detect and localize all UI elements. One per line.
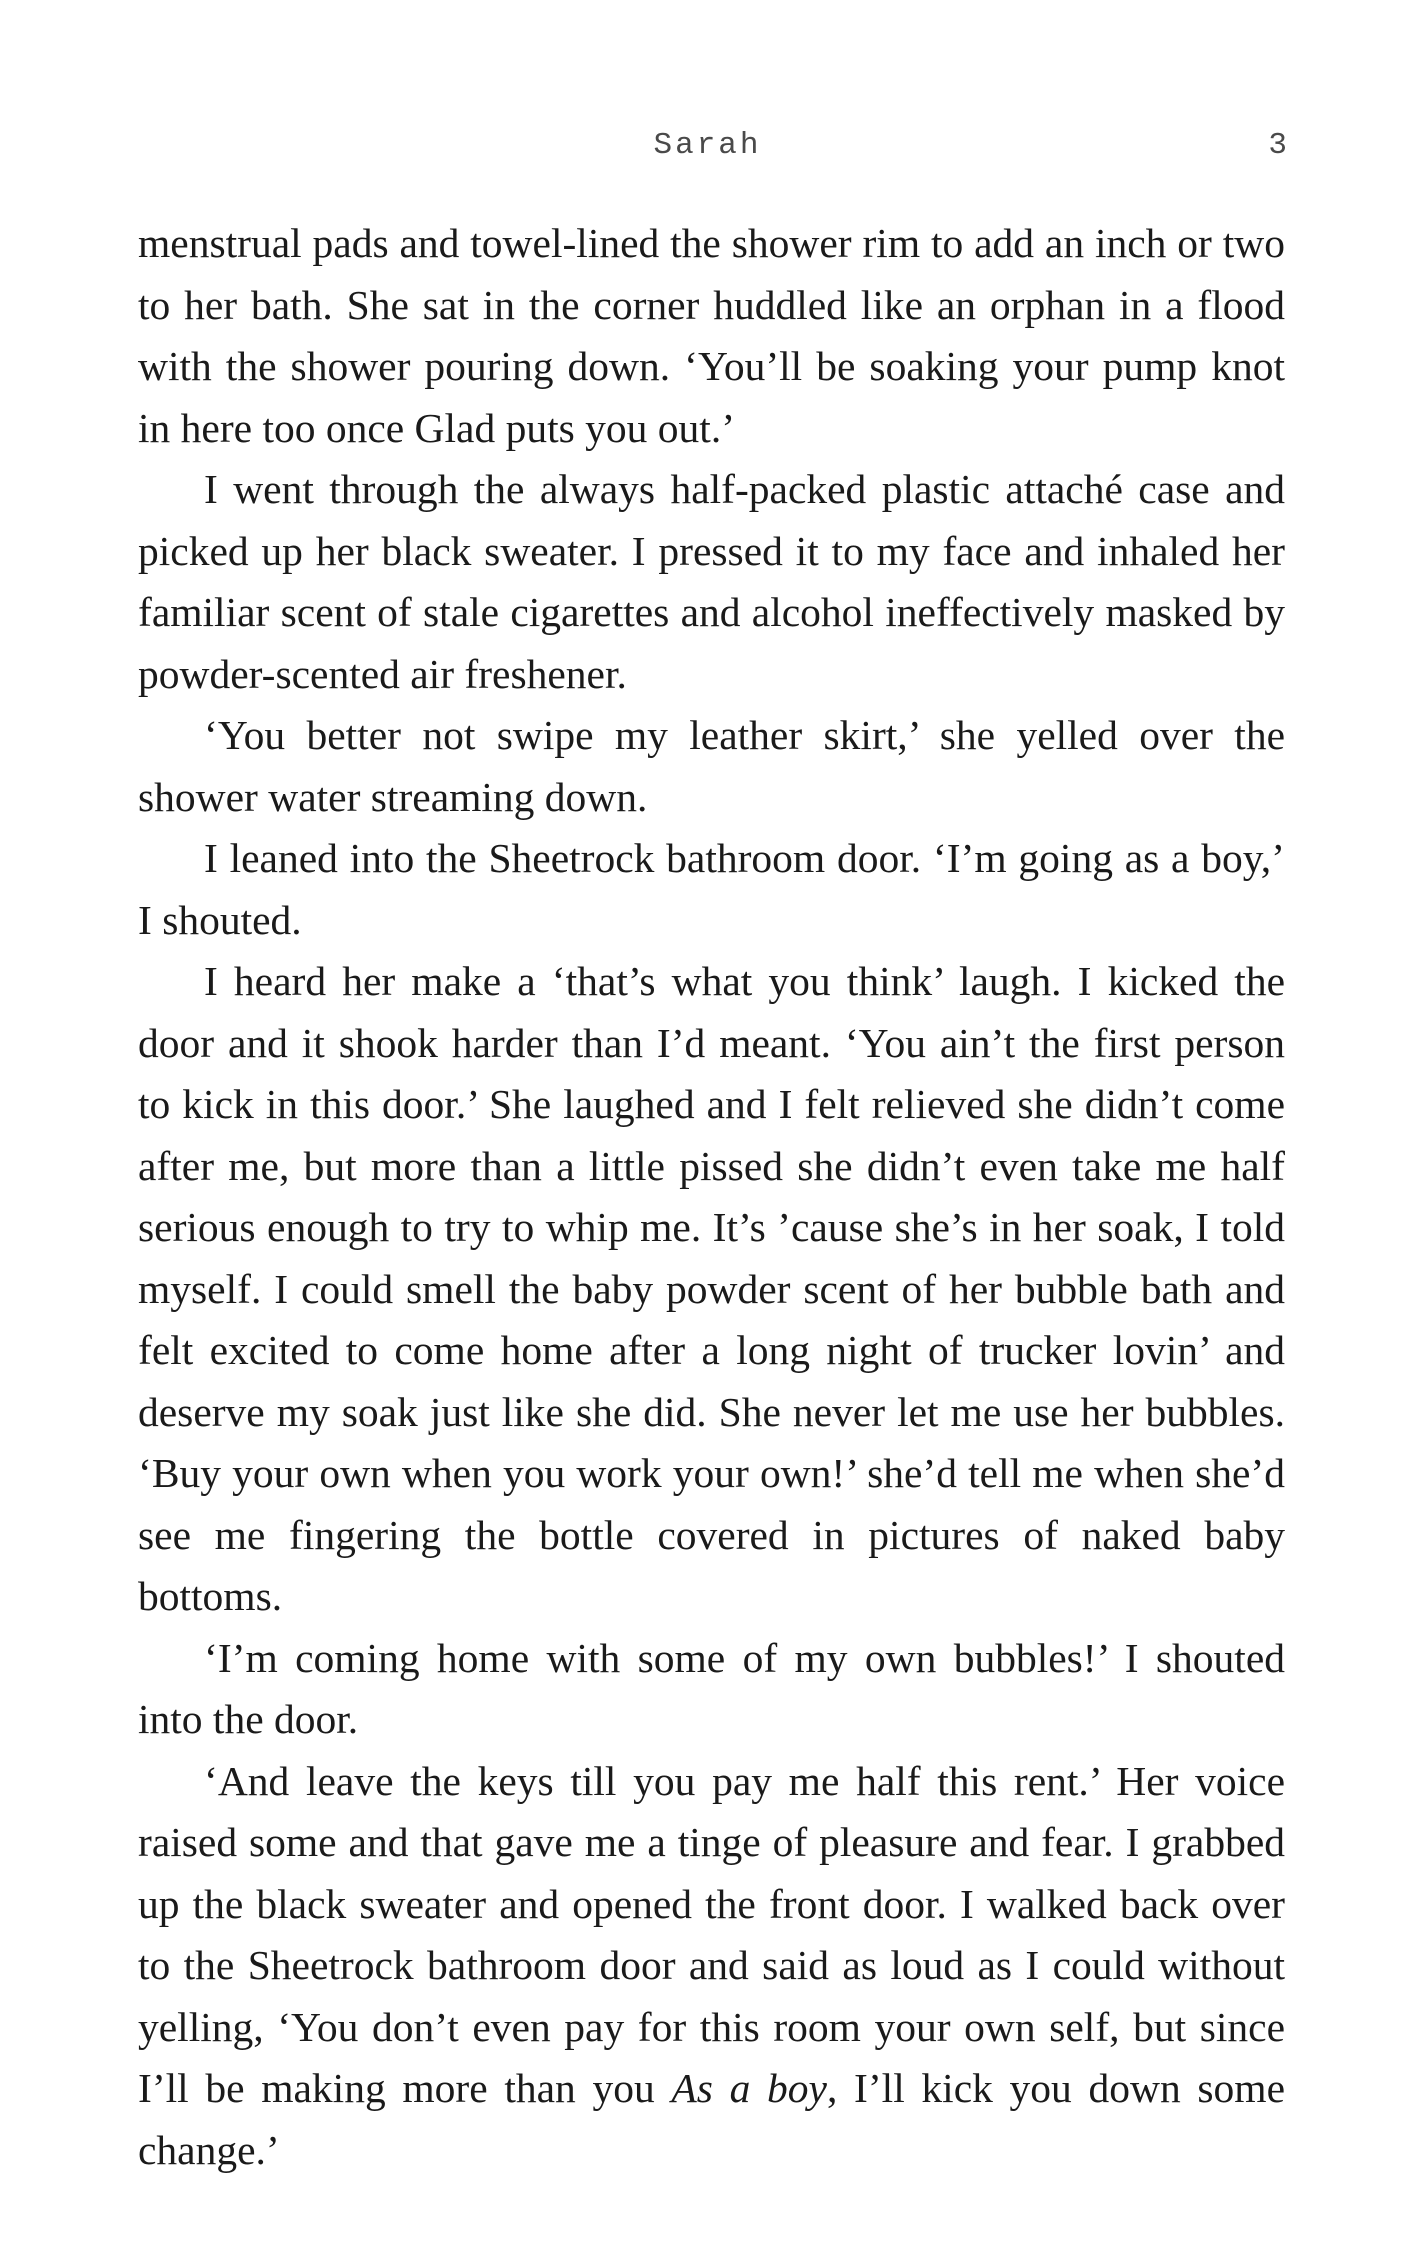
paragraph-7 <box>138 1751 1285 2182</box>
paragraph-7-text-a: ‘And leave the keys till you pay me half this rent.’ Her voice raised some and that gave me a tinge of pleasure and fear. I grabbed up the black sweater and opened the front door. I walked back over to the Sheetrock bathroom door and said as loud as I could without yelling, ‘You don’t even pay for this room your own self, but since I’ll be making more than you <box>138 1757 1285 2111</box>
running-head <box>0 128 1415 168</box>
paragraph-6: ‘I’m coming home with some of my own bubbles!’ I shouted into the door. <box>138 1634 1285 1742</box>
body-text <box>138 213 1285 2181</box>
paragraph-1: menstrual pads and towel-lined the shower rim to add an inch or two to her bath. She sat in the corner huddled like an orphan in a flood with the shower pouring down. ‘You’ll be soaking your pump knot in here too once Glad puts you out.’ <box>138 220 1285 451</box>
italic-phrase: As a boy <box>671 2065 827 2111</box>
paragraph-2: I went through the always half-packed plastic attaché case and picked up her black sweater. I pressed it to my face and inhaled her familiar scent of stale cigarettes and alcohol ineffectively masked by powder-scented air freshener. <box>138 466 1285 697</box>
running-title: Sarah <box>653 128 762 163</box>
paragraph-4: I leaned into the Sheetrock bathroom door. ‘I’m going as a boy,’ I shouted. <box>138 835 1285 943</box>
paragraph-3: ‘You better not swipe my leather skirt,’ she yelled over the shower water streaming down. <box>138 712 1285 820</box>
page-number: 3 <box>1268 128 1287 163</box>
paragraph-7-text-b: , I’ll kick you down some change.’ <box>138 2065 1285 2173</box>
paragraph-5: I heard her make a ‘that’s what you think’ laugh. I kicked the door and it shook harder than I’d meant. ‘You ain’t the first person to kick in this door.’ She laughed and I felt relieved she didn’t come after me, but more than a little pissed she didn’t even take me half serious enough to try to whip me. It’s ’cause she’s in her soak, I told myself. I could smell the baby powder scent of her bubble bath and felt excited to come home after a long night of trucker lovin’ and deserve my soak just like she did. She never let me use her bubbles. ‘Buy your own when you work your own!’ she’d tell me when she’d see me fingering the bottle covered in pictures of naked baby bottoms. <box>138 958 1285 1619</box>
